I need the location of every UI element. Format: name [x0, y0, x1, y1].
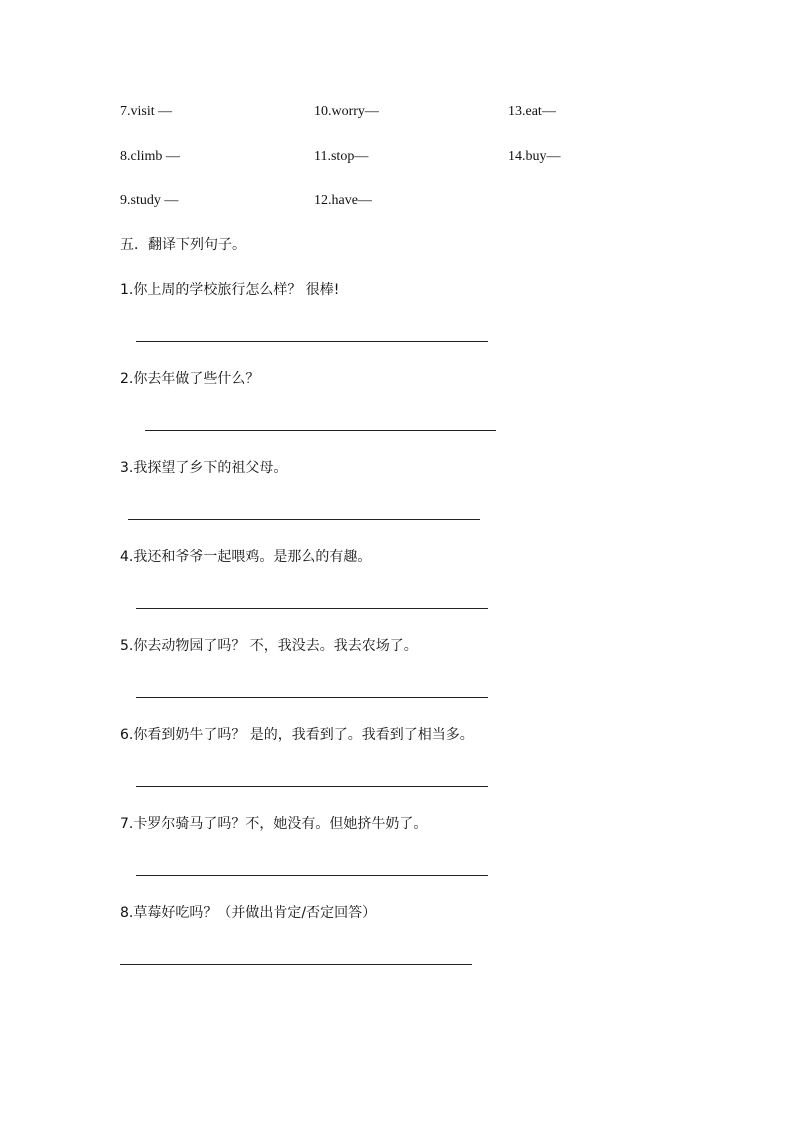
answer-line[interactable]	[136, 875, 488, 876]
question-text: 6.你看到奶牛了吗？ 是的，我看到了。我看到了相当多。	[120, 727, 474, 743]
answer-line[interactable]	[136, 697, 488, 698]
verb-item: 8.climb —	[120, 149, 180, 164]
question-text: 3.我探望了乡下的祖父母。	[120, 460, 288, 476]
verb-item: 11.stop—	[314, 149, 369, 164]
answer-line[interactable]	[136, 786, 488, 787]
verb-item: 10.worry—	[314, 104, 379, 119]
question-text: 1.你上周的学校旅行怎么样？ 很棒!	[120, 282, 340, 298]
verb-item: 7.visit —	[120, 104, 173, 119]
question-text: 8.草莓好吃吗？（并做出肯定/否定回答）	[120, 905, 377, 921]
verb-item: 12.have—	[314, 193, 372, 208]
answer-line[interactable]	[136, 608, 488, 609]
question-text: 4.我还和爷爷一起喂鸡。是那么的有趣。	[120, 549, 372, 565]
answer-line[interactable]	[145, 430, 496, 431]
answer-line[interactable]	[120, 964, 472, 965]
answer-line[interactable]	[136, 341, 488, 342]
verb-item: 9.study —	[120, 193, 179, 208]
verb-item: 14.buy—	[508, 149, 561, 164]
answer-line[interactable]	[128, 519, 480, 520]
question-text: 7.卡罗尔骑马了吗？不，她没有。但她挤牛奶了。	[120, 816, 428, 832]
question-text: 5.你去动物园了吗？ 不，我没去。我去农场了。	[120, 638, 418, 654]
section-title: 五．翻译下列句子。	[120, 237, 246, 253]
question-text: 2.你去年做了些什么？	[120, 371, 260, 387]
verb-item: 13.eat—	[508, 104, 556, 119]
